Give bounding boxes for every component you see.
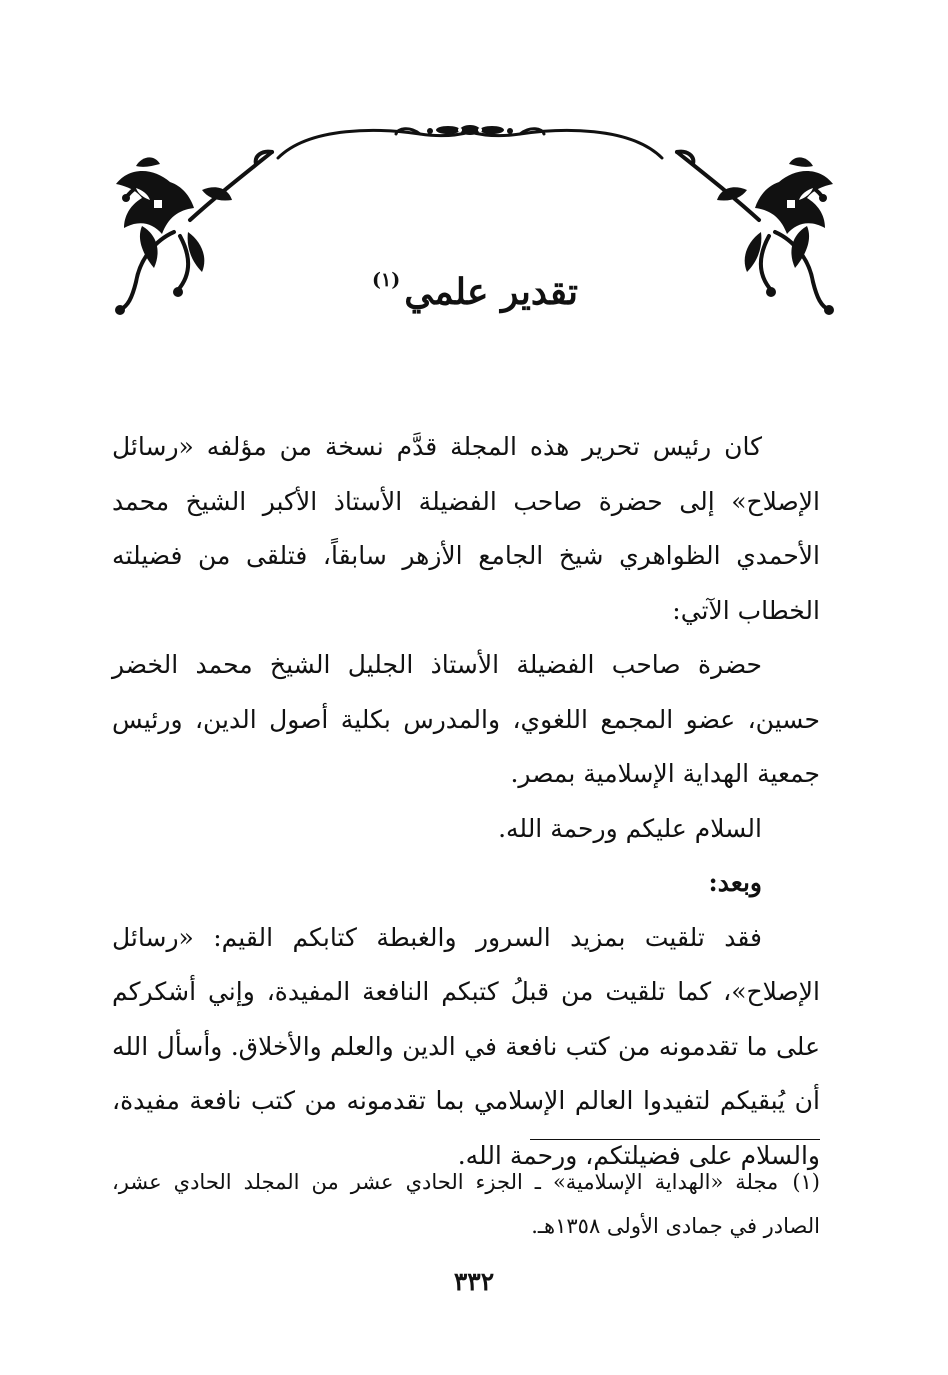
page-number: ٣٣٢ (453, 1267, 495, 1296)
footnote-text: مجلة «الهداية الإسلامية» ـ الجزء الحادي عشر من المجلد الحادي عشر، الصادر في جمادى الأولى ١٣٥٨هـ. (112, 1170, 820, 1238)
greeting-line: السلام عليكم ورحمة الله. (498, 813, 762, 843)
transition-heading: وبعد: (708, 868, 762, 897)
top-flourish-icon (270, 110, 670, 170)
address-paragraph: حضرة صاحب الفضيلة الأستاذ الجليل الشيخ محمد الخضر حسين، عضو المجمع اللغوي، والمدرس بكلية أصول الدين، ورئيس جمعية الهداية الإسلامية بمصر. (112, 650, 820, 788)
page-title (300, 252, 650, 320)
left-corner-ornament-icon (106, 140, 281, 315)
article-body (112, 420, 820, 1183)
right-corner-ornament-icon (668, 140, 843, 315)
intro-paragraph: كان رئيس تحرير هذه المجلة قدَّم نسخة من مؤلفه «رسائل الإصلاح» إلى حضرة صاحب الفضيلة الأستاذ الأكبر الشيخ محمد الأحمدي الظواهري شيخ الجامع الأزهر سابقاً، فتلقى من فضيلته الخطاب الآتي: (112, 432, 820, 625)
title-footnote-ref: (١) (372, 269, 401, 291)
footnote-number: (١) (792, 1170, 820, 1194)
footnote-divider (530, 1139, 820, 1140)
letter-paragraph: فقد تلقيت بمزيد السرور والغبطة كتابكم القيم: «رسائل الإصلاح»، كما تلقيت من قبلُ كتبكم النافعة المفيدة، وإني أشكركم على ما تقدمونه من كتب نافعة في الدين والعلم والأخلاق. وأسأل الله أن يُبقيكم لتفيدوا العالم الإسلامي بما تقدمونه من كتب نافعة مفيدة، والسلام على فضيلتكم، ورحمة الله. (112, 922, 820, 1170)
title-text: تقدير علمي (404, 271, 578, 313)
footnote (112, 1160, 820, 1248)
